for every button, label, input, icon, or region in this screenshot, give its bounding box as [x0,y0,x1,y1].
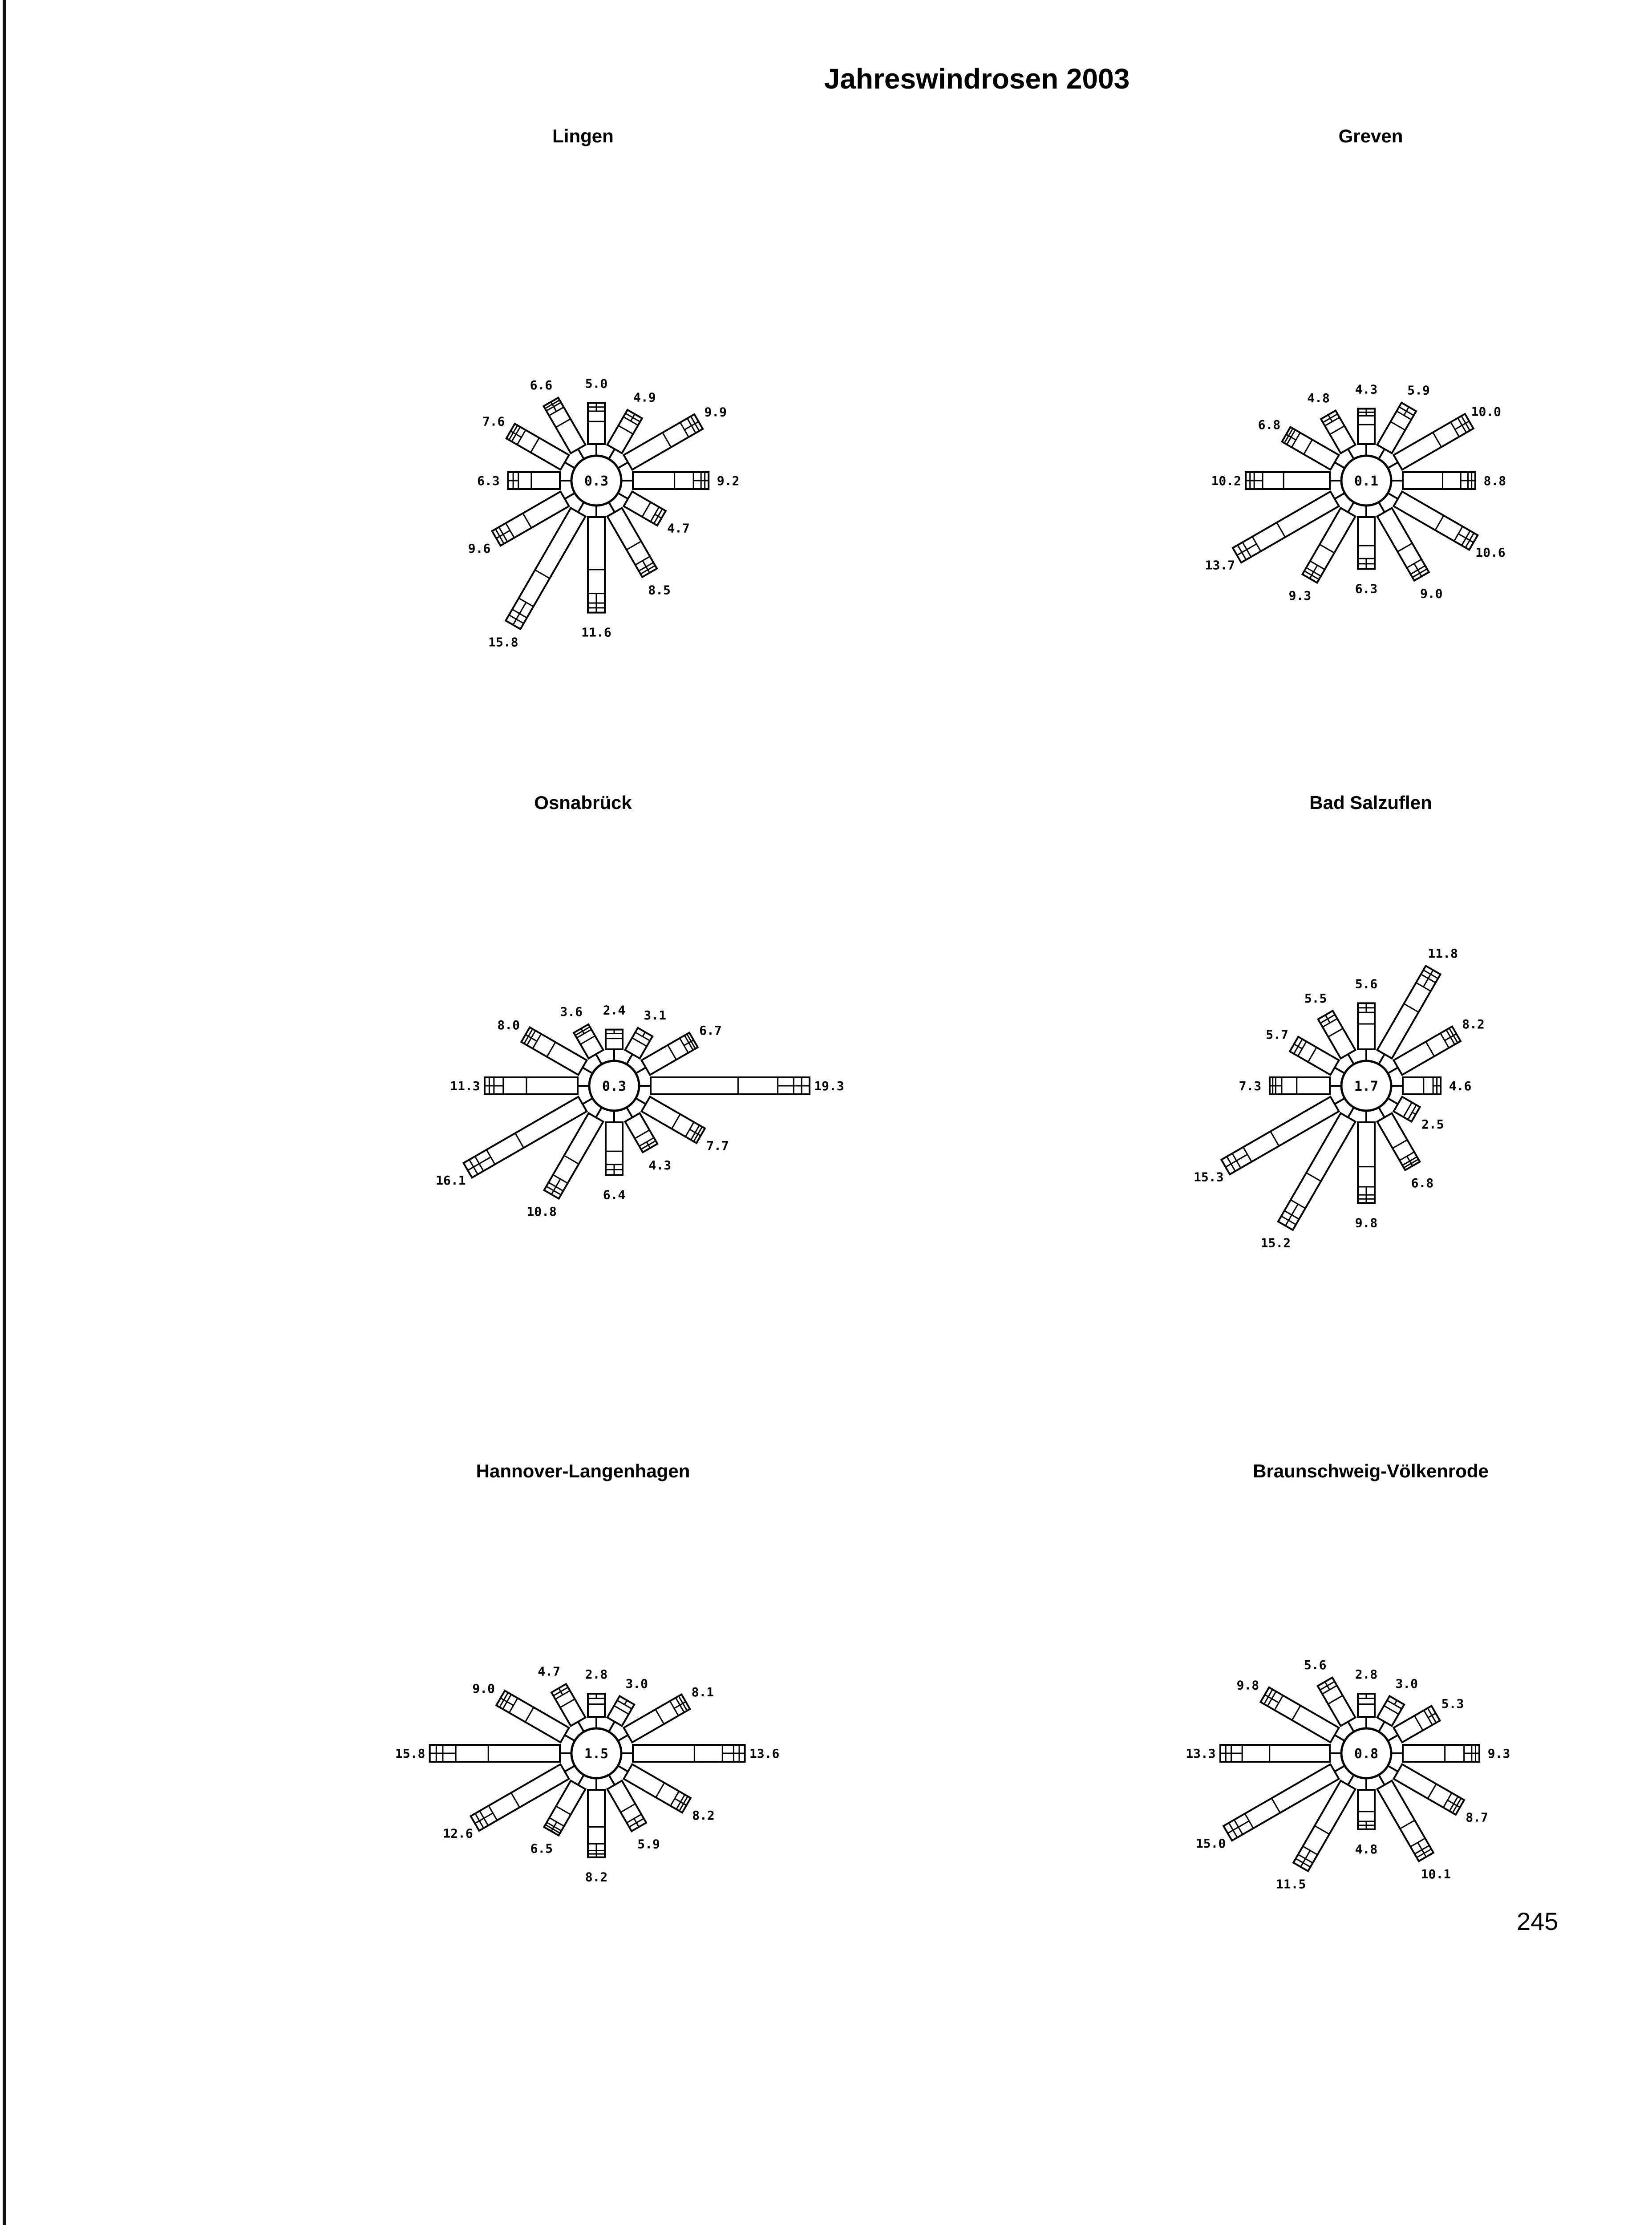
bad-salzuflen-label-ese: 2.5 [1421,1117,1444,1132]
rose-title-braunschweig-voelkenrode: Braunschweig-Völkenrode [1253,1460,1489,1481]
osnabruck-bar-sse [625,1113,658,1153]
page-number: 245 [1517,1907,1559,1935]
osnabruck-bar-nnw [574,1024,603,1059]
rose-title-greven: Greven [1338,125,1403,146]
greven-sector-n [1358,409,1375,456]
greven-stem-wnw [1335,462,1345,468]
braunschweig-volkenrode-stem-sse [1379,1775,1385,1785]
braunschweig-volkenrode-label-e: 9.3 [1487,1746,1510,1761]
lingen-stem-wsw [565,493,575,499]
greven-sector-s [1358,506,1375,569]
bad-salzuflen-sector-w [1270,1077,1341,1094]
lingen-label-nnw: 6.6 [530,378,553,393]
greven-label-wnw: 6.8 [1258,417,1281,433]
hannover-langenhagen-stem-ne [618,1735,628,1741]
greven-sector-w [1246,472,1341,489]
hannover-langenhagen-sector-n [588,1694,605,1728]
osnabruck-stem-sse [627,1107,632,1117]
osnabruck-sector-w [485,1077,589,1094]
braunschweig-volkenrode-stem-nne [1379,1722,1385,1732]
greven-label-ne: 10.0 [1471,404,1502,419]
lingen-sector-w [508,472,571,489]
bad-salzuflen-label-e: 4.6 [1449,1079,1472,1093]
bad-salzuflen-stem-sse [1379,1107,1385,1117]
osnabruck-label-e: 19.3 [814,1079,844,1093]
hannover-langenhagen-stem-ese [618,1766,628,1772]
wind-rose-bad-salzuflen [1194,917,1535,1255]
bad-salzuflen-stem-ssw [1348,1107,1354,1117]
osnabruck-label-nnw: 3.6 [560,1004,583,1019]
braunschweig-volkenrode-calm-value: 0.8 [1354,1746,1379,1762]
greven-stem-nnw [1348,449,1354,459]
braunschweig-volkenrode-bar-nne [1377,1696,1405,1726]
braunschweig-volkenrode-label-ssw: 11.5 [1275,1877,1306,1892]
braunschweig-volkenrode-sector-n [1358,1694,1375,1728]
hannover-langenhagen-label-wnw: 9.0 [472,1681,495,1696]
osnabruck-label-wnw: 8.0 [497,1018,520,1032]
greven-stem-ese [1388,493,1398,499]
osnabruck-stem-ssw [596,1107,602,1117]
lingen-label-n: 5.0 [585,376,608,391]
braunschweig-volkenrode-label-wsw: 15.0 [1195,1836,1226,1851]
braunschweig-volkenrode-label-sse: 10.1 [1421,1866,1451,1881]
bad-salzuflen-label-wnw: 5.7 [1266,1027,1288,1042]
greven-stem-wsw [1335,493,1345,499]
greven-label-n: 4.3 [1355,382,1378,397]
bad-salzuflen-calm-value: 1.7 [1354,1079,1379,1094]
osnabruck-stem-ne [636,1068,646,1073]
bad-salzuflen-stem-nne [1379,1054,1385,1064]
lingen-label-ne: 9.9 [704,405,727,420]
bad-salzuflen-label-nne: 11.8 [1428,946,1458,961]
bad-salzuflen-sector-s [1358,1111,1375,1203]
wind-rose-lingen [427,312,765,650]
lingen-label-s: 11.6 [581,625,611,640]
hannover-langenhagen-stem-nnw [578,1722,584,1732]
lingen-stem-wnw [565,462,575,468]
hannover-langenhagen-bar-nne [607,1696,635,1726]
bad-salzuflen-label-nnw: 5.5 [1304,991,1327,1006]
bad-salzuflen-label-sse: 6.8 [1411,1176,1434,1191]
braunschweig-volkenrode-label-n: 2.8 [1355,1667,1378,1682]
greven-label-w: 10.2 [1211,473,1242,488]
bad-salzuflen-label-n: 5.6 [1355,976,1378,991]
braunschweig-volkenrode-stem-nnw [1348,1722,1354,1732]
rose-title-bad-salzuflen: Bad Salzuflen [1309,792,1432,813]
wind-rose-braunschweig-voelkenrode [1186,1584,1535,1922]
greven-stem-ssw [1348,502,1354,512]
osnabruck-stem-nne [627,1054,632,1064]
bad-salzuflen-bar-ese [1394,1097,1420,1122]
lingen-label-ese: 4.7 [667,521,690,536]
lingen-label-sse: 8.5 [648,583,671,598]
braunschweig-volkenrode-label-nne: 3.0 [1395,1676,1418,1691]
lingen-label-w: 6.3 [477,473,500,488]
lingen-sector-e [621,472,709,489]
greven-label-wsw: 13.7 [1205,558,1235,573]
bad-salzuflen-stem-ese [1388,1098,1398,1104]
greven-label-s: 6.3 [1355,581,1378,596]
osnabruck-bar-nne [625,1028,653,1059]
braunschweig-volkenrode-label-wnw: 9.8 [1236,1678,1259,1693]
wind-rose-greven [1197,312,1535,650]
hannover-langenhagen-stem-nne [609,1722,615,1732]
bad-salzuflen-sector-n [1358,1003,1375,1061]
greven-label-ssw: 9.3 [1288,588,1312,603]
osnabruck-sector-s [606,1111,623,1175]
braunschweig-volkenrode-sector-e [1391,1745,1479,1762]
hannover-langenhagen-label-sse: 5.9 [637,1837,660,1852]
hannover-langenhagen-label-nne: 3.0 [625,1676,648,1691]
hannover-langenhagen-stem-ssw [578,1775,584,1785]
rose-title-hannover-langenhagen: Hannover-Langenhagen [476,1460,690,1481]
hannover-langenhagen-label-ese: 8.2 [692,1808,715,1823]
hannover-langenhagen-calm-value: 1.5 [584,1746,609,1762]
hannover-langenhagen-label-ne: 8.1 [691,1685,714,1700]
greven-sector-e [1391,472,1475,489]
osnabruck-label-ese: 7.7 [706,1138,729,1153]
lingen-stem-nne [609,449,615,459]
lingen-stem-sse [609,502,615,512]
hannover-langenhagen-stem-wsw [565,1766,575,1772]
lingen-stem-ssw [578,502,584,512]
braunschweig-volkenrode-label-ese: 8.7 [1466,1810,1488,1825]
lingen-stem-ne [618,462,628,468]
wind-rose-hannover-langenhagen [395,1584,783,1922]
wind-rose-osnabrueck [392,917,844,1255]
lingen-sector-n [588,403,605,456]
osnabruck-label-sse: 4.3 [648,1158,672,1173]
hannover-langenhagen-label-w: 15.8 [395,1746,425,1761]
braunschweig-volkenrode-label-s: 4.8 [1355,1841,1378,1857]
braunschweig-volkenrode-stem-ssw [1348,1775,1354,1785]
hannover-langenhagen-stem-wnw [565,1735,575,1741]
bad-salzuflen-label-s: 9.8 [1355,1215,1378,1230]
lingen-sector-s [588,506,605,613]
braunschweig-volkenrode-sector-s [1358,1778,1375,1829]
greven-label-nne: 5.9 [1407,383,1430,398]
braunschweig-volkenrode-stem-ne [1388,1735,1398,1741]
greven-stem-ne [1388,462,1398,468]
osnabruck-label-s: 6.4 [603,1187,626,1202]
hannover-langenhagen-stem-sse [609,1775,615,1785]
braunschweig-volkenrode-stem-wnw [1335,1735,1345,1741]
hannover-langenhagen-label-nnw: 4.7 [538,1664,560,1679]
braunschweig-volkenrode-sector-w [1220,1745,1341,1762]
osnabruck-sector-n [606,1030,623,1061]
lingen-label-ssw: 15.8 [488,635,518,650]
bad-salzuflen-label-ne: 8.2 [1462,1017,1485,1032]
osnabruck-stem-ese [636,1098,646,1104]
greven-label-e: 8.8 [1483,473,1506,488]
hannover-langenhagen-sector-w [430,1745,571,1762]
bad-salzuflen-sector-e [1391,1077,1441,1094]
hannover-langenhagen-label-ssw: 6.5 [530,1841,553,1856]
page-title: Jahreswindrosen 2003 [824,63,1130,95]
braunschweig-volkenrode-label-ne: 5.3 [1441,1696,1464,1711]
bad-salzuflen-stem-wsw [1335,1098,1345,1104]
greven-label-sse: 9.0 [1420,586,1443,601]
rose-title-osnabrueck: Osnabrück [534,792,632,813]
lingen-label-nne: 4.9 [633,390,656,405]
hannover-langenhagen-sector-e [621,1745,745,1762]
osnabruck-calm-value: 0.3 [602,1079,627,1094]
bad-salzuflen-stem-ne [1388,1068,1398,1073]
hannover-langenhagen-sector-s [588,1778,605,1857]
lingen-label-wnw: 7.6 [482,414,505,429]
osnabruck-label-n: 2.4 [603,1003,626,1018]
lingen-label-e: 9.2 [717,473,740,488]
lingen-calm-value: 0.3 [584,473,609,489]
rose-title-lingen: Lingen [552,125,614,146]
hannover-langenhagen-label-e: 13.6 [749,1746,780,1761]
bad-salzuflen-label-wsw: 15.3 [1194,1169,1224,1185]
braunschweig-volkenrode-stem-wsw [1335,1766,1345,1772]
osnabruck-label-ssw: 10.8 [526,1204,557,1219]
osnabruck-label-ne: 6.7 [699,1023,722,1038]
bad-salzuflen-stem-wnw [1335,1068,1345,1073]
osnabruck-stem-wsw [583,1098,593,1104]
greven-stem-sse [1379,502,1385,512]
hannover-langenhagen-label-s: 8.2 [585,1869,608,1885]
lingen-label-wsw: 9.6 [468,541,491,556]
greven-label-nnw: 4.8 [1307,390,1330,405]
greven-stem-nne [1379,449,1385,459]
osnabruck-label-w: 11.3 [450,1079,480,1093]
braunschweig-volkenrode-stem-ese [1388,1766,1398,1772]
hannover-langenhagen-label-wsw: 12.6 [443,1826,473,1841]
lingen-stem-ese [618,493,628,499]
bad-salzuflen-label-ssw: 15.2 [1260,1235,1291,1250]
osnabruck-sector-e [639,1077,810,1094]
osnabruck-stem-wnw [583,1068,593,1073]
osnabruck-stem-nnw [596,1054,602,1064]
bad-salzuflen-label-w: 7.3 [1239,1079,1262,1093]
osnabruck-label-wsw: 16.1 [436,1173,466,1188]
greven-label-ese: 10.6 [1475,545,1506,560]
lingen-stem-nnw [578,449,584,459]
osnabruck-label-nne: 3.1 [644,1008,666,1023]
greven-calm-value: 0.1 [1354,473,1379,489]
braunschweig-volkenrode-label-nnw: 5.6 [1304,1658,1327,1673]
braunschweig-volkenrode-label-w: 13.3 [1186,1746,1216,1761]
binding-edge [3,0,6,2225]
hannover-langenhagen-bar-ne [624,1695,690,1743]
bad-salzuflen-stem-nnw [1348,1054,1354,1064]
hannover-langenhagen-label-n: 2.8 [585,1667,608,1682]
